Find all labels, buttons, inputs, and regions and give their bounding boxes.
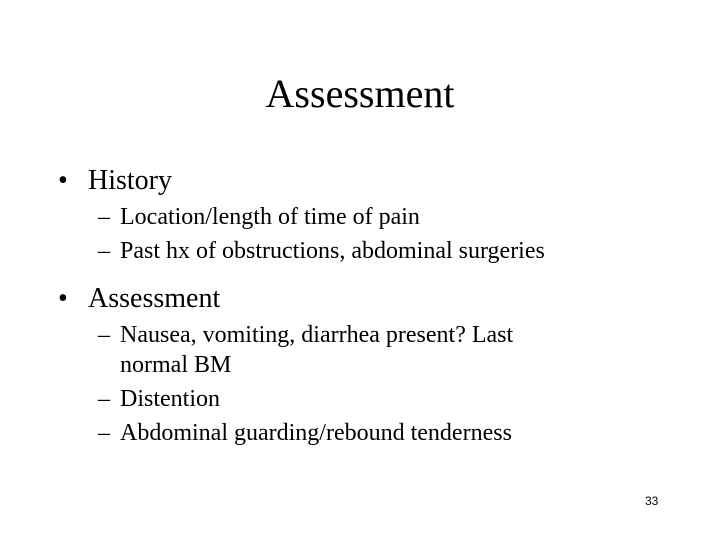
page-number: 33	[645, 494, 659, 508]
bullet-icon: •	[58, 165, 68, 196]
dash-icon: –	[98, 322, 110, 348]
sub-bullet-text: Abdominal guarding/rebound tenderness	[120, 420, 512, 446]
sub-bullet-item	[58, 202, 678, 232]
bullet-item	[58, 280, 678, 318]
sub-bullet-text: Past hx of obstructions, abdominal surgeries	[120, 238, 545, 264]
slide-title: Assessment	[265, 71, 455, 116]
dash-icon: –	[98, 204, 110, 230]
slide-body	[58, 162, 678, 448]
sub-bullet-item	[58, 384, 678, 414]
sub-bullet-item	[58, 320, 678, 380]
section-heading: Assessment	[88, 283, 221, 314]
section-assessment	[58, 280, 678, 448]
section-heading: History	[88, 165, 172, 196]
bullet-icon: •	[58, 283, 68, 314]
sub-bullet-item	[58, 236, 678, 266]
sub-bullet-text: Distention	[120, 386, 220, 412]
dash-icon: –	[98, 238, 110, 264]
section-history	[58, 162, 678, 266]
sub-bullet-text: Nausea, vomiting, diarrhea present? Last normal BM	[120, 322, 514, 378]
dash-icon: –	[98, 420, 110, 446]
bullet-item	[58, 162, 678, 200]
sub-bullet-text: Location/length of time of pain	[120, 204, 420, 230]
dash-icon: –	[98, 386, 110, 412]
sub-bullet-item	[58, 418, 678, 448]
